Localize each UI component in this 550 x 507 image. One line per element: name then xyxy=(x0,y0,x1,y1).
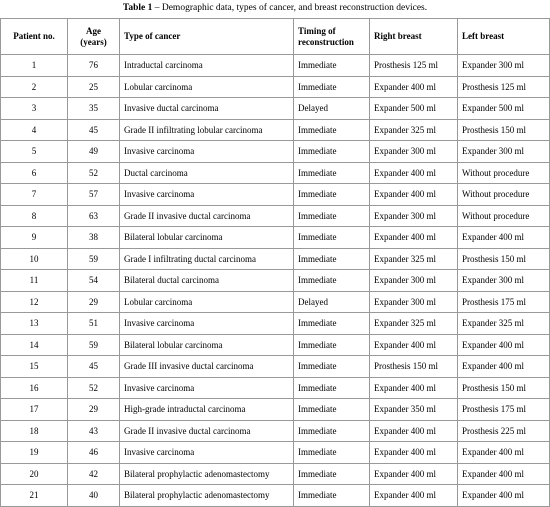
table-row xyxy=(1,485,550,507)
cell-left-breast: Expander 300 ml xyxy=(458,270,550,292)
header-right-breast: Right breast xyxy=(370,19,458,55)
cell-right-breast: Expander 400 ml xyxy=(370,162,458,184)
header-patient-no: Patient no. xyxy=(1,19,68,55)
cell-left-breast: Expander 400 ml xyxy=(458,442,550,464)
cell-timing: Immediate xyxy=(294,485,370,507)
cell-type-of-cancer: Invasive carcinoma xyxy=(120,442,294,464)
cell-patient-no: 14 xyxy=(1,334,68,356)
cell-right-breast: Expander 325 ml xyxy=(370,119,458,141)
cell-type-of-cancer: Invasive carcinoma xyxy=(120,141,294,163)
cell-right-breast: Expander 400 ml xyxy=(370,184,458,206)
cell-patient-no: 11 xyxy=(1,270,68,292)
cell-left-breast: Expander 400 ml xyxy=(458,463,550,485)
cell-age: 63 xyxy=(68,205,120,227)
cell-patient-no: 2 xyxy=(1,76,68,98)
cell-timing: Immediate xyxy=(294,377,370,399)
cell-type-of-cancer: Bilateral prophylactic adenomastectomy xyxy=(120,463,294,485)
header-age-line1: Age xyxy=(86,25,101,36)
table-row xyxy=(1,184,550,206)
cell-age: 35 xyxy=(68,98,120,120)
cell-patient-no: 13 xyxy=(1,313,68,335)
cell-age: 59 xyxy=(68,248,120,270)
cell-type-of-cancer: Grade III invasive ductal carcinoma xyxy=(120,356,294,378)
cell-timing: Immediate xyxy=(294,55,370,77)
cell-patient-no: 21 xyxy=(1,485,68,507)
cell-right-breast: Expander 300 ml xyxy=(370,291,458,313)
table-caption-label: Table 1 xyxy=(122,3,153,13)
cell-left-breast: Expander 400 ml xyxy=(458,227,550,249)
cell-age: 52 xyxy=(68,162,120,184)
table-row xyxy=(1,377,550,399)
cell-left-breast: Prosthesis 150 ml xyxy=(458,377,550,399)
cell-patient-no: 15 xyxy=(1,356,68,378)
cell-type-of-cancer: Intraductal carcinoma xyxy=(120,55,294,77)
cell-timing: Immediate xyxy=(294,270,370,292)
cell-right-breast: Expander 400 ml xyxy=(370,442,458,464)
header-age-line2: (years) xyxy=(80,36,107,47)
cell-timing: Immediate xyxy=(294,399,370,421)
header-left-breast: Left breast xyxy=(458,19,550,55)
header-timing-line1: Timing of xyxy=(298,25,336,36)
cell-type-of-cancer: Invasive ductal carcinoma xyxy=(120,98,294,120)
table-row xyxy=(1,291,550,313)
cell-age: 51 xyxy=(68,313,120,335)
cell-timing: Immediate xyxy=(294,248,370,270)
cell-type-of-cancer: Invasive carcinoma xyxy=(120,377,294,399)
cell-age: 45 xyxy=(68,356,120,378)
table-row xyxy=(1,270,550,292)
table-row xyxy=(1,119,550,141)
cell-right-breast: Expander 300 ml xyxy=(370,205,458,227)
cell-timing: Immediate xyxy=(294,119,370,141)
cell-right-breast: Expander 400 ml xyxy=(370,485,458,507)
cell-left-breast: Expander 325 ml xyxy=(458,313,550,335)
cell-age: 46 xyxy=(68,442,120,464)
table-body xyxy=(1,55,550,507)
cell-patient-no: 10 xyxy=(1,248,68,270)
cell-type-of-cancer: High-grade intraductal carcinoma xyxy=(120,399,294,421)
cell-right-breast: Expander 400 ml xyxy=(370,463,458,485)
cell-patient-no: 1 xyxy=(1,55,68,77)
cell-type-of-cancer: Invasive carcinoma xyxy=(120,313,294,335)
cell-right-breast: Expander 325 ml xyxy=(370,313,458,335)
cell-type-of-cancer: Invasive carcinoma xyxy=(120,184,294,206)
cell-patient-no: 4 xyxy=(1,119,68,141)
cell-timing: Immediate xyxy=(294,227,370,249)
cell-age: 76 xyxy=(68,55,120,77)
cell-left-breast: Without procedure xyxy=(458,205,550,227)
table-row xyxy=(1,399,550,421)
cell-type-of-cancer: Grade I infiltrating ductal carcinoma xyxy=(120,248,294,270)
cell-age: 29 xyxy=(68,399,120,421)
cell-patient-no: 20 xyxy=(1,463,68,485)
cell-left-breast: Expander 300 ml xyxy=(458,141,550,163)
header-timing-line2: reconstruction xyxy=(298,36,354,47)
cell-type-of-cancer: Bilateral prophylactic adenomastectomy xyxy=(120,485,294,507)
cell-age: 42 xyxy=(68,463,120,485)
cell-type-of-cancer: Lobular carcinoma xyxy=(120,291,294,313)
table-row xyxy=(1,227,550,249)
table-caption-text: – Demographic data, types of cancer, and breast reconstruction devices. xyxy=(152,3,428,13)
cell-timing: Immediate xyxy=(294,141,370,163)
cell-type-of-cancer: Grade II infiltrating lobular carcinoma xyxy=(120,119,294,141)
table-row xyxy=(1,205,550,227)
cell-timing: Immediate xyxy=(294,442,370,464)
cell-patient-no: 17 xyxy=(1,399,68,421)
cell-left-breast: Prosthesis 150 ml xyxy=(458,248,550,270)
cell-age: 45 xyxy=(68,119,120,141)
cell-type-of-cancer: Ductal carcinoma xyxy=(120,162,294,184)
cell-patient-no: 7 xyxy=(1,184,68,206)
cell-right-breast: Expander 350 ml xyxy=(370,399,458,421)
cell-right-breast: Prosthesis 125 ml xyxy=(370,55,458,77)
cell-right-breast: Prosthesis 150 ml xyxy=(370,356,458,378)
cell-patient-no: 3 xyxy=(1,98,68,120)
table-row xyxy=(1,248,550,270)
cell-type-of-cancer: Bilateral lobular carcinoma xyxy=(120,227,294,249)
cell-timing: Immediate xyxy=(294,313,370,335)
table-row xyxy=(1,420,550,442)
cell-right-breast: Expander 300 ml xyxy=(370,270,458,292)
cell-timing: Immediate xyxy=(294,162,370,184)
cell-left-breast: Prosthesis 225 ml xyxy=(458,420,550,442)
cell-right-breast: Expander 400 ml xyxy=(370,76,458,98)
cell-timing: Immediate xyxy=(294,76,370,98)
header-age xyxy=(68,19,120,55)
cell-age: 59 xyxy=(68,334,120,356)
table-row xyxy=(1,162,550,184)
cell-left-breast: Without procedure xyxy=(458,162,550,184)
cell-right-breast: Expander 400 ml xyxy=(370,420,458,442)
cell-type-of-cancer: Lobular carcinoma xyxy=(120,76,294,98)
table-row xyxy=(1,141,550,163)
table-caption xyxy=(0,2,550,14)
cell-right-breast: Expander 400 ml xyxy=(370,377,458,399)
cell-patient-no: 12 xyxy=(1,291,68,313)
cell-patient-no: 19 xyxy=(1,442,68,464)
cell-left-breast: Expander 400 ml xyxy=(458,485,550,507)
cell-type-of-cancer: Bilateral ductal carcinoma xyxy=(120,270,294,292)
table-header-row xyxy=(1,19,550,55)
cell-type-of-cancer: Grade II invasive ductal carcinoma xyxy=(120,205,294,227)
cell-age: 38 xyxy=(68,227,120,249)
cell-right-breast: Expander 500 ml xyxy=(370,98,458,120)
cell-left-breast: Expander 400 ml xyxy=(458,356,550,378)
cell-timing: Delayed xyxy=(294,98,370,120)
table-row xyxy=(1,55,550,77)
table-row xyxy=(1,442,550,464)
cell-left-breast: Prosthesis 175 ml xyxy=(458,399,550,421)
cell-age: 57 xyxy=(68,184,120,206)
header-type-of-cancer: Type of cancer xyxy=(120,19,294,55)
cell-timing: Immediate xyxy=(294,334,370,356)
cell-right-breast: Expander 325 ml xyxy=(370,248,458,270)
cell-timing: Immediate xyxy=(294,356,370,378)
cell-patient-no: 16 xyxy=(1,377,68,399)
demographic-table xyxy=(0,18,550,507)
header-timing xyxy=(294,19,370,55)
table-row xyxy=(1,313,550,335)
cell-age: 43 xyxy=(68,420,120,442)
cell-left-breast: Prosthesis 125 ml xyxy=(458,76,550,98)
table-row xyxy=(1,98,550,120)
table-row xyxy=(1,76,550,98)
cell-left-breast: Expander 300 ml xyxy=(458,55,550,77)
cell-left-breast: Expander 500 ml xyxy=(458,98,550,120)
cell-timing: Immediate xyxy=(294,205,370,227)
cell-left-breast: Prosthesis 175 ml xyxy=(458,291,550,313)
cell-age: 40 xyxy=(68,485,120,507)
cell-patient-no: 8 xyxy=(1,205,68,227)
cell-left-breast: Without procedure xyxy=(458,184,550,206)
table-row xyxy=(1,334,550,356)
cell-left-breast: Expander 400 ml xyxy=(458,334,550,356)
cell-age: 54 xyxy=(68,270,120,292)
cell-type-of-cancer: Grade II invasive ductal carcinoma xyxy=(120,420,294,442)
cell-type-of-cancer: Bilateral lobular carcinoma xyxy=(120,334,294,356)
cell-right-breast: Expander 400 ml xyxy=(370,334,458,356)
cell-right-breast: Expander 300 ml xyxy=(370,141,458,163)
cell-timing: Delayed xyxy=(294,291,370,313)
cell-timing: Immediate xyxy=(294,420,370,442)
cell-age: 49 xyxy=(68,141,120,163)
cell-patient-no: 18 xyxy=(1,420,68,442)
cell-left-breast: Prosthesis 150 ml xyxy=(458,119,550,141)
table-row xyxy=(1,463,550,485)
cell-right-breast: Expander 400 ml xyxy=(370,227,458,249)
cell-patient-no: 5 xyxy=(1,141,68,163)
cell-age: 25 xyxy=(68,76,120,98)
table-row xyxy=(1,356,550,378)
cell-patient-no: 6 xyxy=(1,162,68,184)
cell-timing: Immediate xyxy=(294,463,370,485)
cell-patient-no: 9 xyxy=(1,227,68,249)
cell-age: 29 xyxy=(68,291,120,313)
cell-timing: Immediate xyxy=(294,184,370,206)
cell-age: 52 xyxy=(68,377,120,399)
